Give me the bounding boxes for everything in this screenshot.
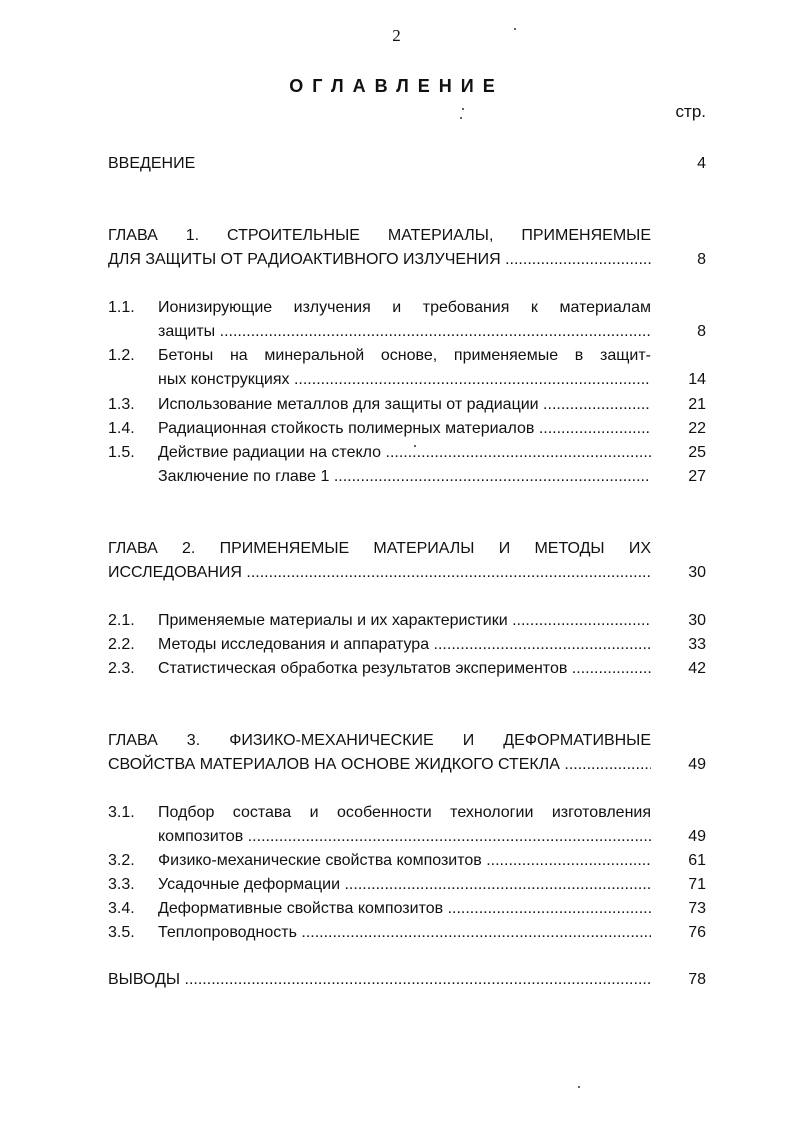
toc-entry-page: 71 <box>688 876 706 893</box>
toc-entry-number: 1.5. <box>108 444 135 461</box>
toc-entry-3-5[interactable] <box>108 921 706 945</box>
toc-entry-page: 30 <box>688 612 706 629</box>
toc-entry-chapter-1-cont[interactable] <box>108 248 706 272</box>
toc-entry-page: 4 <box>697 155 706 172</box>
toc-entry-text: Заключение по главе 1 ..... <box>158 465 651 489</box>
toc-entry-text: СВОЙСТВА МАТЕРИАЛОВ НА ОСНОВЕ ЖИДКОГО СТЕКЛА ..... <box>108 753 651 777</box>
toc-entry-3-4[interactable] <box>108 897 706 921</box>
toc-entry-1-1-cont[interactable] <box>108 320 706 344</box>
toc-entry-text: ИССЛЕДОВАНИЯ ..... <box>108 561 651 585</box>
toc-entry-introduction[interactable] <box>108 152 706 176</box>
toc-entry-page: 78 <box>688 971 706 988</box>
toc-entry-page: 27 <box>688 468 706 485</box>
toc-entry-chapter-3-cont[interactable] <box>108 753 706 777</box>
toc-entry-text: ВВЕДЕНИЕ <box>108 155 196 172</box>
page-column-label: стр. <box>675 102 706 121</box>
toc-entry-1-2-cont[interactable] <box>108 368 706 392</box>
toc-entry-3-1-cont[interactable] <box>108 825 706 849</box>
toc-entry-text: ГЛАВА 2. ПРИМЕНЯЕМЫЕ МАТЕРИАЛЫ И МЕТОДЫ ИХ <box>108 540 651 557</box>
toc-entry-text: защиты ..... <box>158 320 651 344</box>
toc-entry-text: Радиационная стойкость полимерных материалов ..... <box>158 417 651 441</box>
toc-entry-page: 30 <box>688 564 706 581</box>
toc-entry-page: 21 <box>688 396 706 413</box>
toc-entry-chapter-1-conclusion[interactable] <box>108 465 706 489</box>
toc-entry-number: 3.5. <box>108 924 135 941</box>
toc-entry-text: Бетоны на минеральной основе, применяемые в защит- <box>158 347 651 364</box>
toc-entry-number: 2.1. <box>108 612 135 629</box>
toc-entry-number: 2.3. <box>108 660 135 677</box>
toc-entry-text: ВЫВОДЫ ..... <box>108 968 651 992</box>
toc-entry-number: 3.3. <box>108 876 135 893</box>
toc-entry-number: 1.4. <box>108 420 135 437</box>
toc-entry-text: Ионизирующие излучения и требования к материалам <box>158 299 651 316</box>
toc-entry-text: Методы исследования и аппаратура ..... <box>158 633 651 657</box>
toc-entry-chapter-3[interactable] <box>108 729 706 753</box>
toc-entry-page: 49 <box>688 828 706 845</box>
toc-entry-text: композитов ..... <box>158 825 651 849</box>
scan-speck <box>578 1086 580 1088</box>
toc-entry-page: 14 <box>688 371 706 388</box>
toc-entry-text: Усадочные деформации ..... <box>158 873 651 897</box>
toc-entry-3-3[interactable] <box>108 873 706 897</box>
toc-entry-3-2[interactable] <box>108 849 706 873</box>
toc-entry-3-1[interactable] <box>108 801 706 825</box>
toc-entry-1-1[interactable] <box>108 296 706 320</box>
toc-entry-text: Статистическая обработка результатов экспериментов ..... <box>158 657 651 681</box>
toc-entry-2-1[interactable] <box>108 609 706 633</box>
toc-entry-1-2[interactable] <box>108 344 706 368</box>
toc-entry-text: ДЛЯ ЗАЩИТЫ ОТ РАДИОАКТИВНОГО ИЗЛУЧЕНИЯ ..... <box>108 248 651 272</box>
toc-entry-page: 33 <box>688 636 706 653</box>
toc-entry-number: 1.2. <box>108 347 135 364</box>
toc-entry-page: 73 <box>688 900 706 917</box>
toc-entry-page: 22 <box>688 420 706 437</box>
toc-entry-number: 3.1. <box>108 804 135 821</box>
toc-entry-chapter-1[interactable] <box>108 224 706 248</box>
toc-entry-page: 8 <box>697 251 706 268</box>
toc-entry-text: ГЛАВА 1. СТРОИТЕЛЬНЫЕ МАТЕРИАЛЫ, ПРИМЕНЯЕМЫЕ <box>108 227 651 244</box>
scan-speck <box>462 108 464 110</box>
toc-entry-text: Подбор состава и особенности технологии изготовления <box>158 804 651 821</box>
toc-entry-text: Использование металлов для защиты от радиации ..... <box>158 393 651 417</box>
toc-entry-2-2[interactable] <box>108 633 706 657</box>
toc-entry-text: Применяемые материалы и их характеристики ..... <box>158 609 651 633</box>
toc-entry-chapter-2[interactable] <box>108 537 706 561</box>
toc-entry-conclusions[interactable] <box>108 968 706 992</box>
toc-entry-number: 3.4. <box>108 900 135 917</box>
toc-entry-2-3[interactable] <box>108 657 706 681</box>
toc-entry-page: 42 <box>688 660 706 677</box>
scan-speck <box>460 117 462 119</box>
toc-entry-page: 61 <box>688 852 706 869</box>
toc-title: ОГЛАВЛЕНИЕ <box>289 76 504 96</box>
toc-entry-1-3[interactable] <box>108 393 706 417</box>
toc-entry-text: Теплопроводность ..... <box>158 921 651 945</box>
toc-entry-text: ных конструкциях ..... <box>158 368 651 392</box>
toc-entry-page: 76 <box>688 924 706 941</box>
toc-entry-1-4[interactable] <box>108 417 706 441</box>
toc-entry-text: Деформативные свойства композитов ..... <box>158 897 651 921</box>
toc-entry-number: 3.2. <box>108 852 135 869</box>
toc-entry-number: 2.2. <box>108 636 135 653</box>
toc-entry-page: 25 <box>688 444 706 461</box>
toc-entry-number: 1.1. <box>108 299 135 316</box>
scan-speck <box>514 28 516 30</box>
toc-entry-chapter-2-cont[interactable] <box>108 561 706 585</box>
toc-entry-1-5[interactable] <box>108 441 706 465</box>
toc-entry-text: Действие радиации на стекло ..... <box>158 441 651 465</box>
page-number: 2 <box>392 26 401 45</box>
scan-speck <box>414 445 416 447</box>
toc-entry-page: 8 <box>697 323 706 340</box>
toc-entry-text: Физико-механические свойства композитов ..... <box>158 849 651 873</box>
toc-entry-number: 1.3. <box>108 396 135 413</box>
toc-entry-text: ГЛАВА 3. ФИЗИКО-МЕХАНИЧЕСКИЕ И ДЕФОРМАТИВНЫЕ <box>108 732 651 749</box>
toc-entry-page: 49 <box>688 756 706 773</box>
